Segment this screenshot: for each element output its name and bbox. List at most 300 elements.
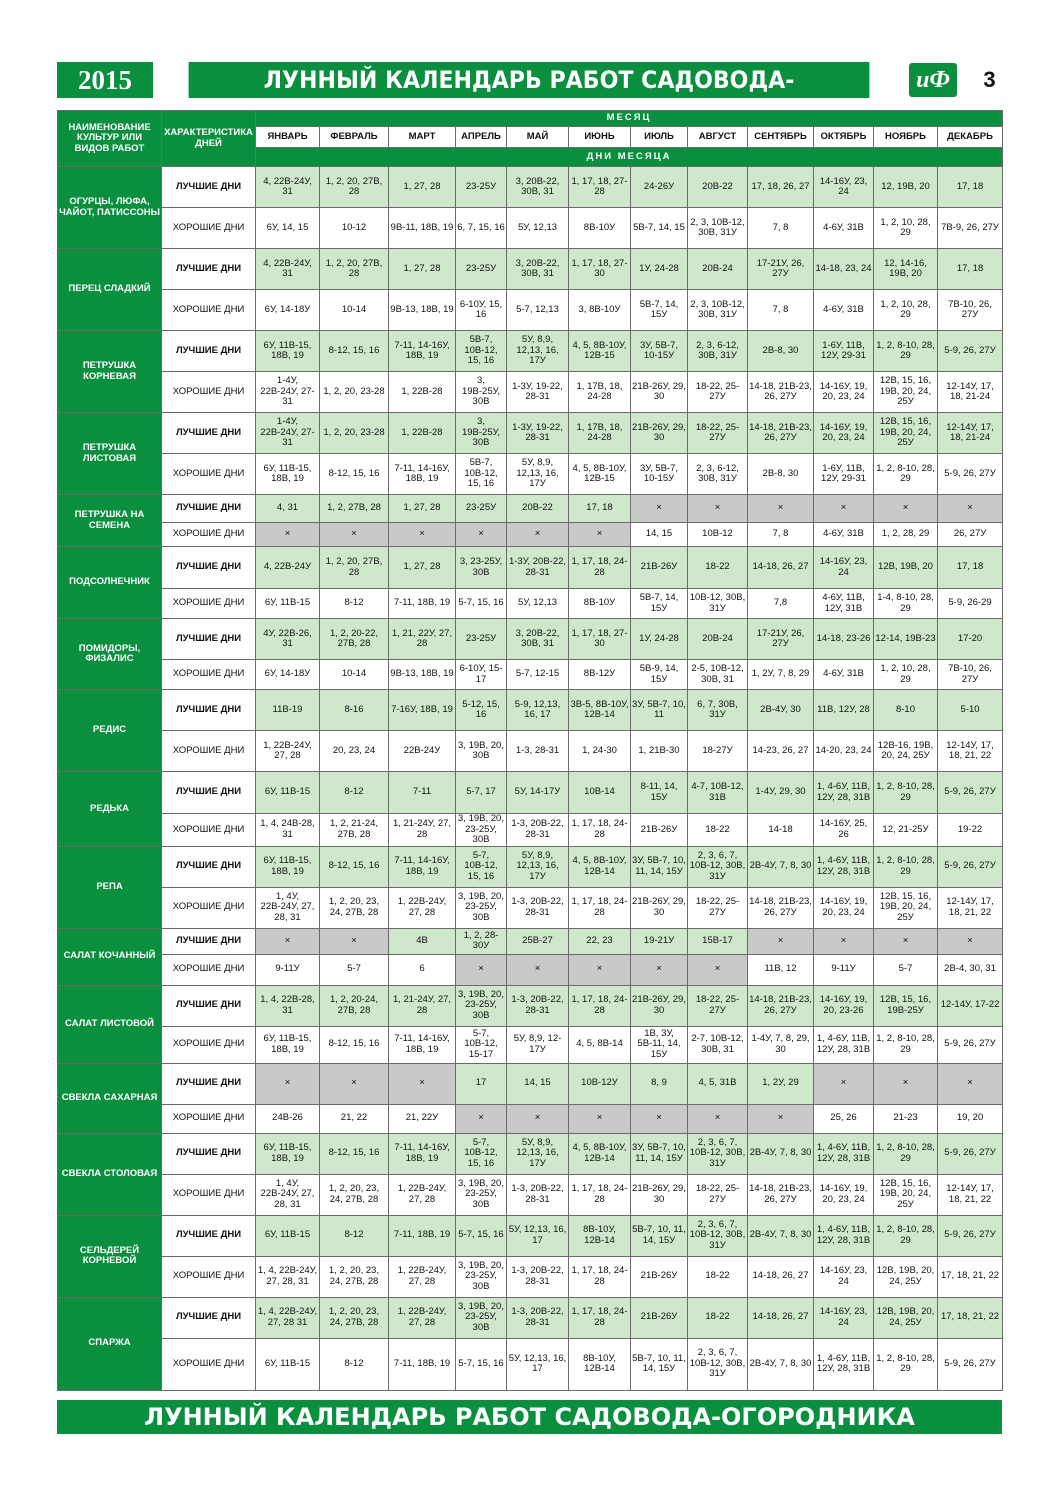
day-cell: 12-14У, 17-22 <box>938 985 1003 1026</box>
day-cell: 12В, 19В, 20 <box>874 547 938 589</box>
day-cell: 21В-26У, 29, 30 <box>631 372 688 413</box>
day-cell: 4, 5, 8В-10У, 12В-15 <box>569 454 631 495</box>
day-cell: 1, 2, 20, 23, 24, 27В, 28 <box>320 1174 389 1215</box>
day-cell: 17-21У, 26, 27У <box>748 619 814 660</box>
day-cell: 5В-7, 14, 15 <box>631 208 688 249</box>
crop-row-best <box>58 1133 1003 1174</box>
day-cell: 5У, 12,13 <box>507 208 569 249</box>
day-cell: 14-18 <box>748 814 814 847</box>
day-cell: 6У, 11В-15, 18В, 19 <box>256 846 320 887</box>
day-cell: 4, 5, 8В-14 <box>569 1026 631 1063</box>
day-cell: 12В, 15, 16, 19В, 20, 24, 25У <box>874 887 938 928</box>
crop-row-good <box>58 887 1003 928</box>
day-cell: × <box>389 1063 456 1104</box>
day-cell: 5У, 8,9, 12-17У <box>507 1026 569 1063</box>
day-cell: × <box>748 1104 814 1133</box>
day-cell: 12-14У, 17, 18, 21, 22 <box>938 731 1003 772</box>
day-cell: 17, 18, 26, 27 <box>748 167 814 208</box>
day-cell: 12В, 15, 16, 19В, 20, 24, 25У <box>874 1174 938 1215</box>
day-cell: 17-21У, 26, 27У <box>748 249 814 290</box>
day-cell: 3, 19В, 20, 23-25У, 30В <box>456 985 507 1026</box>
day-cell: 4У, 22В-26, 31 <box>256 619 320 660</box>
day-cell: 3, 23-25У, 30В <box>456 547 507 589</box>
day-cell: 1, 22В-24У, 27, 28 <box>389 1174 456 1215</box>
day-cell: 2-5, 10В-12, 30В, 31 <box>688 660 748 690</box>
day-cell: 5В-7, 10, 11, 14, 15У <box>631 1338 688 1390</box>
day-cell: 1-4У, 22В-24У, 27-31 <box>256 413 320 454</box>
day-cell: 14-16У, 23, 24 <box>814 167 874 208</box>
day-cell: 4В <box>389 928 456 954</box>
day-cell: 18-22, 25-27У <box>688 413 748 454</box>
day-cell: 1, 21-24У, 27, 28 <box>389 985 456 1026</box>
day-cell: 3, 19В, 20, 30В <box>456 731 507 772</box>
day-cell: 10-12 <box>320 208 389 249</box>
day-cell: 6 <box>389 954 456 985</box>
crop-row-best <box>58 413 1003 454</box>
day-cell: 7, 8 <box>748 523 814 547</box>
day-cell: 7, 8 <box>748 208 814 249</box>
day-cell: 21В-26У <box>631 814 688 847</box>
day-cell: 18-22 <box>688 814 748 847</box>
day-cell: 1, 4У, 22В-24У, 27, 28, 31 <box>256 1174 320 1215</box>
day-cell: 3, 19В, 20, 23-25У, 30В <box>456 814 507 847</box>
day-cell: 3, 19В, 20, 23-25У, 30В <box>456 1256 507 1297</box>
crop-row-good <box>58 523 1003 547</box>
day-cell: 1, 2У, 7, 8, 29 <box>748 660 814 690</box>
crop-row-best <box>58 547 1003 589</box>
day-cell: 1, 17, 18, 24-28 <box>569 1174 631 1215</box>
month-header-12: ДЕКАБРЬ <box>938 127 1003 148</box>
day-cell: × <box>456 954 507 985</box>
day-cell: 14-18, 23, 24 <box>814 249 874 290</box>
day-cell: 10-14 <box>320 290 389 331</box>
day-cell: 1, 17, 18, 24-28 <box>569 1256 631 1297</box>
day-cell: × <box>874 1063 938 1104</box>
day-cell: 1, 2, 21-24, 27В, 28 <box>320 814 389 847</box>
day-cell: 5-7, 15, 16 <box>456 1338 507 1390</box>
crop-name: СВЕКЛА СТОЛОВАЯ <box>58 1133 162 1215</box>
day-cell: 12В, 15, 16, 19В, 20, 24, 25У <box>874 372 938 413</box>
crop-row-best <box>58 167 1003 208</box>
day-cell: 5В-7, 10В-12, 15, 16 <box>456 454 507 495</box>
day-cell: 1-4У, 29, 30 <box>748 772 814 814</box>
day-cell: 5У, 8,9, 12,13, 16, 17У <box>507 846 569 887</box>
day-cell: 1, 2, 20, 23, 24, 27В, 28 <box>320 887 389 928</box>
day-cell: 12-14У, 17, 18, 21, 22 <box>938 887 1003 928</box>
day-cell: 12-14, 19В-23 <box>874 619 938 660</box>
day-cell: 1, 27, 28 <box>389 495 456 523</box>
day-cell: 2, 3, 6, 7, 10В-12, 30В, 31У <box>688 1338 748 1390</box>
month-header-1: ЯНВАРЬ <box>256 127 320 148</box>
day-cell: 5-9, 26, 27У <box>938 1338 1003 1390</box>
day-cell: 1, 22В-24У, 27, 28 <box>389 1256 456 1297</box>
day-cell: 23-25У <box>456 495 507 523</box>
day-cell: 6, 7, 30В, 31У <box>688 690 748 731</box>
best-days-label: ЛУЧШИЕ ДНИ <box>162 1215 256 1256</box>
day-cell: × <box>256 523 320 547</box>
day-cell: 18-27У <box>688 731 748 772</box>
day-cell: 21В-26У <box>631 1256 688 1297</box>
day-cell: 24-26У <box>631 167 688 208</box>
day-cell: 7-11 <box>389 772 456 814</box>
day-cell: 1, 2, 20, 23, 24, 27В, 28 <box>320 1297 389 1338</box>
day-cell: 17, 18 <box>938 249 1003 290</box>
day-cell: 1У, 24-28 <box>631 619 688 660</box>
day-cell: 18-22, 25-27У <box>688 887 748 928</box>
day-cell: 17 <box>456 1063 507 1104</box>
day-cell: 1, 4, 22В-24У, 27, 28 31 <box>256 1297 320 1338</box>
day-cell: 21В-26У, 29, 30 <box>631 985 688 1026</box>
day-cell: 11В, 12 <box>748 954 814 985</box>
day-cell: 1-3, 20В-22, 28-31 <box>507 985 569 1026</box>
good-days-label: ХОРОШИЕ ДНИ <box>162 1256 256 1297</box>
best-days-label: ЛУЧШИЕ ДНИ <box>162 846 256 887</box>
best-days-label: ЛУЧШИЕ ДНИ <box>162 331 256 372</box>
day-cell: 5У, 14-17У <box>507 772 569 814</box>
good-days-label: ХОРОШИЕ ДНИ <box>162 887 256 928</box>
day-cell: 1, 4У, 22В-24У, 27, 28, 31 <box>256 887 320 928</box>
day-cell: 21В-26У, 29, 30 <box>631 887 688 928</box>
day-cell: × <box>748 495 814 523</box>
day-cell: × <box>456 523 507 547</box>
day-cell: 14-16У, 19, 20, 23, 24 <box>814 1174 874 1215</box>
day-cell: × <box>320 928 389 954</box>
crop-row-good <box>58 954 1003 985</box>
day-cell: 15В-17 <box>688 928 748 954</box>
day-cell: 5У, 8,9, 12,13, 16, 17У <box>507 1133 569 1174</box>
good-days-label: ХОРОШИЕ ДНИ <box>162 589 256 619</box>
day-cell: 1, 4, 24В-28, 31 <box>256 814 320 847</box>
day-cell: 5-9, 26, 27У <box>938 846 1003 887</box>
day-cell: 6У, 11В-15, 18В, 19 <box>256 454 320 495</box>
crop-name: ПОМИДОРЫ, ФИЗАЛИС <box>58 619 162 690</box>
day-cell: 4, 22В-24У <box>256 547 320 589</box>
day-cell: 23-25У <box>456 167 507 208</box>
day-cell: × <box>389 523 456 547</box>
day-cell: 1, 2, 8-10, 28, 29 <box>874 1133 938 1174</box>
day-cell: 14-16У, 23, 24 <box>814 1297 874 1338</box>
day-cell: × <box>938 928 1003 954</box>
day-cell: 14-16У, 19, 20, 23, 24 <box>814 413 874 454</box>
month-header-4: АПРЕЛЬ <box>456 127 507 148</box>
day-cell: 5-7 <box>874 954 938 985</box>
good-days-label: ХОРОШИЕ ДНИ <box>162 1104 256 1133</box>
day-cell: 4-6У, 31В <box>814 208 874 249</box>
day-cell: 17-20 <box>938 619 1003 660</box>
day-cell: 3, 8В-10У <box>569 290 631 331</box>
day-cell: 14-18, 26, 27 <box>748 547 814 589</box>
day-cell: 1-3У, 20В-22, 28-31 <box>507 547 569 589</box>
day-cell: 6У, 11В-15 <box>256 1338 320 1390</box>
day-cell: 12-14У, 17, 18, 21-24 <box>938 413 1003 454</box>
day-cell: 12, 21-25У <box>874 814 938 847</box>
day-cell: 1-6У, 11В, 12У, 29-31 <box>814 331 874 372</box>
header-day-type: ХАРАКТЕРИСТИКА ДНЕЙ <box>162 111 256 167</box>
crop-row-best <box>58 331 1003 372</box>
day-cell: 10В-14 <box>569 772 631 814</box>
page-footer-title: ЛУННЫЙ КАЛЕНДАРЬ РАБОТ САДОВОДА-ОГОРОДНИКА <box>57 1400 1002 1434</box>
day-cell: 9-11У <box>256 954 320 985</box>
day-cell: 4, 22В-24У, 31 <box>256 249 320 290</box>
day-cell: × <box>814 1063 874 1104</box>
day-cell: 1, 4-6У, 11В, 12У, 28, 31В <box>814 772 874 814</box>
day-cell: × <box>569 523 631 547</box>
day-cell: 18-22 <box>688 1297 748 1338</box>
crop-name: ПЕТРУШКА НА СЕМЕНА <box>58 495 162 547</box>
day-cell: × <box>814 928 874 954</box>
day-cell: × <box>874 928 938 954</box>
day-cell: 1, 4, 22В-28, 31 <box>256 985 320 1026</box>
day-cell: × <box>456 1104 507 1133</box>
crop-name: РЕДИС <box>58 690 162 772</box>
day-cell: 6У, 11В-15 <box>256 772 320 814</box>
day-cell: 8В-10У, 12В-14 <box>569 1338 631 1390</box>
day-cell: 20В-22 <box>507 495 569 523</box>
day-cell: 12-14У, 17, 18, 21, 22 <box>938 1174 1003 1215</box>
day-cell: × <box>569 1104 631 1133</box>
crop-row-good <box>58 731 1003 772</box>
day-cell: 1, 4-6У, 11В, 12У, 28, 31В <box>814 1338 874 1390</box>
month-header-8: АВГУСТ <box>688 127 748 148</box>
day-cell: 1, 2, 27В, 28 <box>320 495 389 523</box>
day-cell: 3, 19В-25У, 30В <box>456 372 507 413</box>
day-cell: 3, 20В-22, 30В, 31 <box>507 619 569 660</box>
day-cell: 1, 17, 18, 27-28 <box>569 167 631 208</box>
best-days-label: ЛУЧШИЕ ДНИ <box>162 495 256 523</box>
crop-name: РЕПА <box>58 846 162 928</box>
day-cell: 12, 19В, 20 <box>874 167 938 208</box>
day-cell: 3, 19В, 20, 23-25У, 30В <box>456 1297 507 1338</box>
crop-row-best <box>58 928 1003 954</box>
month-header-5: МАЙ <box>507 127 569 148</box>
day-cell: 6У, 11В-15, 18В, 19 <box>256 1026 320 1063</box>
best-days-label: ЛУЧШИЕ ДНИ <box>162 619 256 660</box>
day-cell: 7, 8 <box>748 290 814 331</box>
day-cell: 7В-10, 26, 27У <box>938 660 1003 690</box>
crop-row-good <box>58 208 1003 249</box>
day-cell: × <box>320 1063 389 1104</box>
day-cell: 12В, 15, 16, 19В, 20, 24, 25У <box>874 413 938 454</box>
day-cell: 5-12, 15, 16 <box>456 690 507 731</box>
crop-row-good <box>58 372 1003 413</box>
day-cell: 17, 18 <box>938 547 1003 589</box>
crop-row-best <box>58 1297 1003 1338</box>
day-cell: 5-9, 26, 27У <box>938 772 1003 814</box>
day-cell: 12В-16, 19В, 20, 24, 25У <box>874 731 938 772</box>
good-days-label: ХОРОШИЕ ДНИ <box>162 523 256 547</box>
day-cell: 5В-7, 10, 11, 14, 15У <box>631 1215 688 1256</box>
page-number: 3 <box>983 67 996 92</box>
day-cell: 1, 2, 20, 27В, 28 <box>320 249 389 290</box>
day-cell: 1-4У, 7, 8, 29, 30 <box>748 1026 814 1063</box>
day-cell: 1-3, 28-31 <box>507 731 569 772</box>
day-cell: 5У, 12,13, 16, 17 <box>507 1215 569 1256</box>
day-cell: 17, 18 <box>569 495 631 523</box>
day-cell: 9-11У <box>814 954 874 985</box>
day-cell: 4-7, 10В-12, 31В <box>688 772 748 814</box>
day-cell: 12В, 19В, 20, 24, 25У <box>874 1256 938 1297</box>
day-cell: 8-11, 14, 15У <box>631 772 688 814</box>
day-cell: 21В-26У, 29, 30 <box>631 1174 688 1215</box>
day-cell: 19-22 <box>938 814 1003 847</box>
day-cell: 14-16У, 23, 24 <box>814 547 874 589</box>
day-cell: 3В-5, 8В-10У, 12В-14 <box>569 690 631 731</box>
day-cell: 14-18, 21В-23, 26, 27У <box>748 1174 814 1215</box>
day-cell: 8-12, 15, 16 <box>320 846 389 887</box>
day-cell: 2, 3, 6, 7, 10В-12, 30В, 31У <box>688 1133 748 1174</box>
day-cell: × <box>631 1104 688 1133</box>
day-cell: × <box>688 1104 748 1133</box>
day-cell: 21, 22У <box>389 1104 456 1133</box>
day-cell: 1, 2, 10, 28, 29 <box>874 290 938 331</box>
month-header-11: НОЯБРЬ <box>874 127 938 148</box>
crop-row-good <box>58 814 1003 847</box>
page-header <box>57 62 1002 98</box>
crop-name: ПЕРЕЦ СЛАДКИЙ <box>58 249 162 331</box>
day-cell: 14-18, 23-26 <box>814 619 874 660</box>
day-cell: 1, 17, 18, 27-30 <box>569 249 631 290</box>
day-cell: 7В-9, 26, 27У <box>938 208 1003 249</box>
day-cell: 1, 2, 8-10, 28, 29 <box>874 1026 938 1063</box>
day-cell: 14-16У, 19, 20, 23, 24 <box>814 372 874 413</box>
day-cell: 1, 22В-28 <box>389 372 456 413</box>
day-cell: 1, 17В, 18, 24-28 <box>569 372 631 413</box>
day-cell: × <box>507 523 569 547</box>
good-days-label: ХОРОШИЕ ДНИ <box>162 660 256 690</box>
day-cell: 4, 5, 8В-10У, 12В-15 <box>569 331 631 372</box>
day-cell: 5У, 8,9, 12,13, 16, 17У <box>507 331 569 372</box>
day-cell: 5-7, 10В-12, 15, 16 <box>456 1133 507 1174</box>
day-cell: 10В-12, 30В, 31У <box>688 589 748 619</box>
day-cell: 5-7, 12,13 <box>507 290 569 331</box>
day-cell: 1, 2, 8-10, 28, 29 <box>874 1215 938 1256</box>
best-days-label: ЛУЧШИЕ ДНИ <box>162 413 256 454</box>
day-cell: 21В-26У <box>631 1297 688 1338</box>
day-cell: 1-3, 20В-22, 28-31 <box>507 1174 569 1215</box>
day-cell: 2В-4, 30, 31 <box>938 954 1003 985</box>
day-cell: 8-16 <box>320 690 389 731</box>
crop-name: СПАРЖА <box>58 1297 162 1390</box>
day-cell: 5-7, 12-15 <box>507 660 569 690</box>
day-cell: 1, 17, 18, 24-28 <box>569 887 631 928</box>
day-cell: 1, 21-24У, 27, 28 <box>389 814 456 847</box>
day-cell: 5-7, 10В-12, 15-17 <box>456 1026 507 1063</box>
day-cell: 8В-10У <box>569 208 631 249</box>
best-days-label: ЛУЧШИЕ ДНИ <box>162 1133 256 1174</box>
day-cell: 7-11, 14-16У, 18В, 19 <box>389 846 456 887</box>
day-cell: 3У, 5В-7, 10, 11, 14, 15У <box>631 1133 688 1174</box>
day-cell: 2В-8, 30 <box>748 454 814 495</box>
day-cell: 4-6У, 31В <box>814 660 874 690</box>
good-days-label: ХОРОШИЕ ДНИ <box>162 1174 256 1215</box>
day-cell: 25В-27 <box>507 928 569 954</box>
day-cell: 1, 2, 20-24, 27В, 28 <box>320 985 389 1026</box>
day-cell: 4-6У, 31В <box>814 290 874 331</box>
day-cell: 1-3, 20В-22, 28-31 <box>507 887 569 928</box>
crop-name: СЕЛЬДЕРЕЙ КОРНЕВОЙ <box>58 1215 162 1297</box>
crop-row-best <box>58 772 1003 814</box>
day-cell: 1, 2, 10, 28, 29 <box>874 660 938 690</box>
day-cell: 8В-10У, 12В-14 <box>569 1215 631 1256</box>
day-cell: 1, 27, 28 <box>389 249 456 290</box>
day-cell: × <box>938 1063 1003 1104</box>
crop-row-best <box>58 249 1003 290</box>
day-cell: 1, 2, 20, 27В, 28 <box>320 547 389 589</box>
day-cell: 21-23 <box>874 1104 938 1133</box>
day-cell: 1-6У, 11В, 12У, 29-31 <box>814 454 874 495</box>
day-cell: 22, 23 <box>569 928 631 954</box>
day-cell: 8-10 <box>874 690 938 731</box>
day-cell: 14-18, 21В-23, 26, 27У <box>748 887 814 928</box>
day-cell: 1, 21В-30 <box>631 731 688 772</box>
day-cell: 5У, 8,9, 12,13, 16, 17У <box>507 454 569 495</box>
month-header-9: СЕНТЯБРЬ <box>748 127 814 148</box>
day-cell: 1, 2, 8-10, 28, 29 <box>874 772 938 814</box>
day-cell: 1, 22В-24У, 27, 28 <box>389 887 456 928</box>
day-cell: 17, 18 <box>938 167 1003 208</box>
day-cell: 7-11, 14-16У, 18В, 19 <box>389 1026 456 1063</box>
day-cell: 2, 3, 10В-12, 30В, 31У <box>688 208 748 249</box>
header-month: МЕСЯЦ <box>256 111 1003 127</box>
best-days-label: ЛУЧШИЕ ДНИ <box>162 928 256 954</box>
day-cell: 18-22, 25-27У <box>688 372 748 413</box>
day-cell: 1, 4-6У, 11В, 12У, 28, 31В <box>814 1026 874 1063</box>
month-header-3: МАРТ <box>389 127 456 148</box>
crop-row-good <box>58 290 1003 331</box>
day-cell: 5-9, 26, 27У <box>938 1133 1003 1174</box>
day-cell: 5В-7, 14, 15У <box>631 290 688 331</box>
day-cell: 6У, 14-18У <box>256 660 320 690</box>
day-cell: 12В, 15, 16, 19В-25У <box>874 985 938 1026</box>
day-cell: 3, 19В, 20, 23-25У, 30В <box>456 887 507 928</box>
good-days-label: ХОРОШИЕ ДНИ <box>162 208 256 249</box>
day-cell: 1, 2, 28-30У <box>456 928 507 954</box>
day-cell: 6-10У, 15-17 <box>456 660 507 690</box>
day-cell: 6У, 11В-15, 18В, 19 <box>256 1133 320 1174</box>
day-cell: 14-18, 21В-23, 26, 27У <box>748 372 814 413</box>
day-cell: 8-12, 15, 16 <box>320 454 389 495</box>
day-cell: 1, 2, 20, 27В, 28 <box>320 167 389 208</box>
day-cell: 2В-4У, 30 <box>748 690 814 731</box>
day-cell: 10В-12 <box>688 523 748 547</box>
day-cell: 7-11, 18В, 19 <box>389 1338 456 1390</box>
day-cell: 2-7, 10В-12, 30В, 31 <box>688 1026 748 1063</box>
day-cell: × <box>507 1104 569 1133</box>
day-cell: 1, 2У, 29 <box>748 1063 814 1104</box>
day-cell: 1-3У, 19-22, 28-31 <box>507 413 569 454</box>
day-cell: 9В-11, 18В, 19 <box>389 208 456 249</box>
crop-row-good <box>58 1026 1003 1063</box>
crop-row-good <box>58 1256 1003 1297</box>
crop-name: ПЕТРУШКА ЛИСТОВАЯ <box>58 413 162 495</box>
crop-row-good <box>58 1104 1003 1133</box>
day-cell: 6, 7, 15, 16 <box>456 208 507 249</box>
day-cell: 1, 4, 22В-24У, 27, 28, 31 <box>256 1256 320 1297</box>
year-badge: 2015 <box>57 62 153 98</box>
day-cell: 1, 17, 18, 24-28 <box>569 985 631 1026</box>
day-cell: 5У, 12,13 <box>507 589 569 619</box>
crop-row-best <box>58 846 1003 887</box>
day-cell: 23-25У <box>456 249 507 290</box>
day-cell: 2В-4У, 7, 8, 30 <box>748 1215 814 1256</box>
day-cell: 7-11, 14-16У, 18В, 19 <box>389 1133 456 1174</box>
day-cell: 1, 24-30 <box>569 731 631 772</box>
good-days-label: ХОРОШИЕ ДНИ <box>162 814 256 847</box>
day-cell: 1-3У, 19-22, 28-31 <box>507 372 569 413</box>
day-cell: 11В-19 <box>256 690 320 731</box>
day-cell: 2В-4У, 7, 8, 30 <box>748 1133 814 1174</box>
day-cell: 2В-8, 30 <box>748 331 814 372</box>
